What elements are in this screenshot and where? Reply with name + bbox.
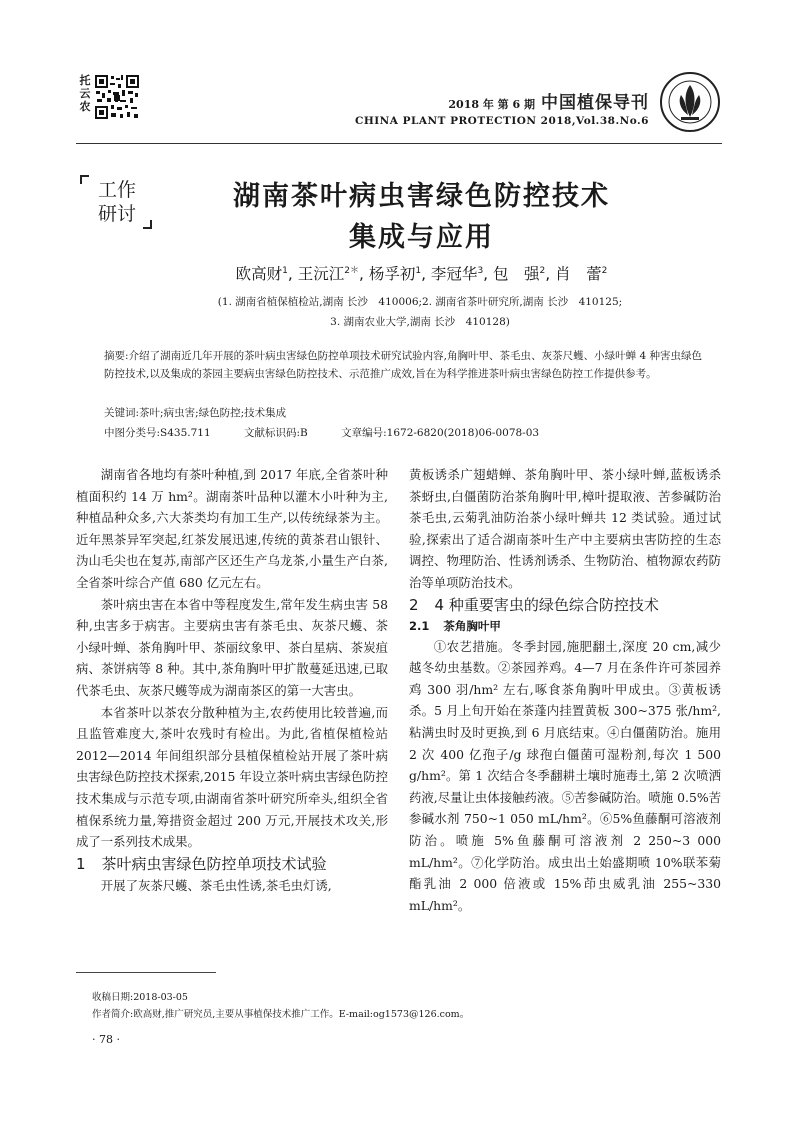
keywords: 关键词:茶叶;病虫害;绿色防控;技术集成 <box>104 407 287 419</box>
section-number: 2 <box>409 595 419 614</box>
affiliation-line1: (1. 湖南省植保植检站,湖南 长沙 410006;2. 湖南省茶叶研究所,湖南 长沙 410125; <box>217 296 623 308</box>
author-name: 包 强 <box>493 265 540 283</box>
journal-issue-en: CHINA PLANT PROTECTION 2018,Vol.38.No.6 <box>354 115 649 127</box>
author-affiliation-mark: 1 <box>415 265 422 276</box>
journal-issue-cn: 2018 年 第 6 期 <box>448 98 535 111</box>
body-paragraph: ①农艺措施。冬季封园,施肥翻土,深度 20 cm,减少越冬幼虫基数。②茶园养鸡。4—7 月在条件许可茶园养鸡 300 羽/hm² 左右,啄食茶角胸叶甲成虫。③黄板诱杀。5 月上旬开始在茶蓬内挂置黄板 300~375 张/hm²,粘满虫时及时更换,到 6 月底结束。④白僵菌防治。施用 2 次 400 亿孢子/g 球孢白僵菌可湿粉剂,每次 1 500 g/hm²。第 1 次结合冬季翻耕土壤时施毒土,第 2 次喷洒药液,尽量让虫体接触药液。⑤苦参碱防治。喷施 0.5%苦参碱水剂 750~1 050 mL/hm²。⑥5%鱼藤酮可溶液剂防治。喷施 5%鱼藤酮可溶液剂 2 250~3 000 mL/hm²。⑦化学防治。成虫出土始盛期喷 10%联苯菊酯乳油 2 000 倍液或 15%茚虫威乳油 255~330 mL/hm²。 <box>409 638 721 913</box>
footnote-author-bio: 作者简介:欧高财,推广研究员,主要从事植保技术推广工作。E-mail:og1573@126.com。 <box>92 1009 470 1020</box>
footnote-received-date: 收稿日期:2018-03-05 <box>92 992 188 1003</box>
header-rule <box>76 143 722 144</box>
author-name: 肖 蕾 <box>555 265 602 283</box>
author-affiliation-mark: 2 <box>601 265 608 276</box>
body-paragraph: 开展了灰茶尺蠖、茶毛虫性诱,茶毛虫灯诱, <box>100 877 332 893</box>
abstract: 摘要:介绍了湖南近几年开展的茶叶病虫害绿色防控单项技术研究试验内容,角胸叶甲、茶毛虫、灰茶尺蠖、小绿叶蝉 4 种害虫绿色防控技术,以及集成的茶园主要病虫害绿色防控技术、示范推广成效,旨在为科学推进茶叶病虫害绿色防控工作提供参考。 <box>104 350 702 381</box>
section-tag <box>87 178 147 226</box>
document-code: 文献标识码:B <box>244 427 308 439</box>
section-tag-line2: 研讨 <box>97 203 136 225</box>
section-heading-text: 茶叶病虫害绿色防控单项技术试验 <box>101 854 327 873</box>
author-affiliation-mark: 2＊ <box>344 265 359 276</box>
article-title-line2: 集成与应用 <box>349 222 494 253</box>
section-heading <box>76 853 388 875</box>
journal-name-cn: 中国植保导刊 <box>541 93 649 113</box>
author-list: 欧高财$^1$, 王沅江$^{2*}$, 杨孚初$^1$, 李冠华$^3$, 包 强$^2$, 肖 蕾$^2$ <box>235 265 608 283</box>
journal-info <box>355 95 649 129</box>
subsection-number: 2.1 <box>409 618 430 633</box>
author-name: 杨孚初 <box>368 265 416 283</box>
body-column-left <box>76 464 388 896</box>
classification-line <box>104 425 702 440</box>
article-title-line1: 湖南茶叶病虫害绿色防控技术 <box>233 181 610 212</box>
body-paragraph: 本省茶叶以茶农分散种植为主,农药使用比较普遍,而且监管难度大,茶叶农残时有检出。为此,省植保植检站 2012—2014 年间组织部分县植保植检站开展了茶叶病虫害绿色防控技术探索,2015 年设立茶叶病虫害绿色防控技术集成与示范专项,由湖南省茶叶研究所牵头,组织全省植保系统力量,筹措资金超过 200 万元,开展技术攻关,形成了一系列技术成果。 <box>76 704 389 850</box>
subsection-heading <box>409 616 721 636</box>
author-name: 欧高财 <box>235 265 283 283</box>
section-heading-text: 4 种重要害虫的绿色综合防控技术 <box>434 595 659 614</box>
author-affiliation-mark: 1 <box>282 265 288 276</box>
qr-code-icon <box>94 74 140 120</box>
body-paragraph-continued: 黄板诱杀广翅蜡蝉、茶角胸叶甲、茶小绿叶蝉,蓝板诱杀茶蚜虫,白僵菌防治茶角胸叶甲,樟叶提取液、苦参碱防治茶毛虫,云菊乳油防治茶小绿叶蝉共 12 类试验。通过试验,探索出了适合湖南茶叶生产中主要病虫害防控的生态调控、物理防治、性诱剂诱杀、生物防治、植物源农药防治等单项防治技术。 <box>409 467 721 590</box>
body-paragraph: 湖南省各地均有茶叶种植,到 2017 年底,全省茶叶种植面积约 14 万 hm²。湖南茶叶品种以灌木小叶种为主,种植品种众多,六大茶类均有加工生产,以传统绿茶为主。近年黑茶异军突起,红茶发展迅速,传统的黄茶君山银针、沩山毛尖也在复苏,南部产区还生产乌龙茶,小量生产白茶,全省茶叶综合产值 680 亿元左右。 <box>76 467 388 590</box>
clc-number: 中图分类号:S435.711 <box>104 427 211 439</box>
body-column-right <box>409 464 721 916</box>
author-name: 李冠华 <box>430 265 478 283</box>
article-number: 文章编号:1672-6820(2018)06-0078-03 <box>341 427 540 439</box>
society-emblem-icon <box>659 71 721 133</box>
footnote-rule <box>76 972 216 973</box>
author-affiliation-mark: 2 <box>539 265 546 276</box>
subsection-heading-text: 茶角胸叶甲 <box>443 618 501 633</box>
section-tag-line1: 工作 <box>97 179 136 201</box>
side-tag: 托云农 <box>79 74 91 113</box>
section-number: 1 <box>76 854 86 873</box>
author-name: 王沅江 <box>297 265 345 283</box>
author-affiliation-mark: 3 <box>477 265 484 276</box>
page-number: · 78 · <box>92 1033 120 1046</box>
affiliation-line2: 3. 湖南农业大学,湖南 长沙 410128) <box>330 316 510 328</box>
section-heading <box>409 594 721 616</box>
body-paragraph: 茶叶病虫害在本省中等程度发生,常年发生病虫害 58 种,虫害多于病害。主要病虫害有茶毛虫、灰茶尺蠖、茶小绿叶蝉、茶角胸叶甲、茶丽纹象甲、茶白星病、茶炭疽病、茶饼病等 8 种。其中,茶角胸叶甲扩散蔓延迅速,已取代茶毛虫、灰茶尺蠖等成为湖南茶区的第一大害虫。 <box>76 596 388 698</box>
